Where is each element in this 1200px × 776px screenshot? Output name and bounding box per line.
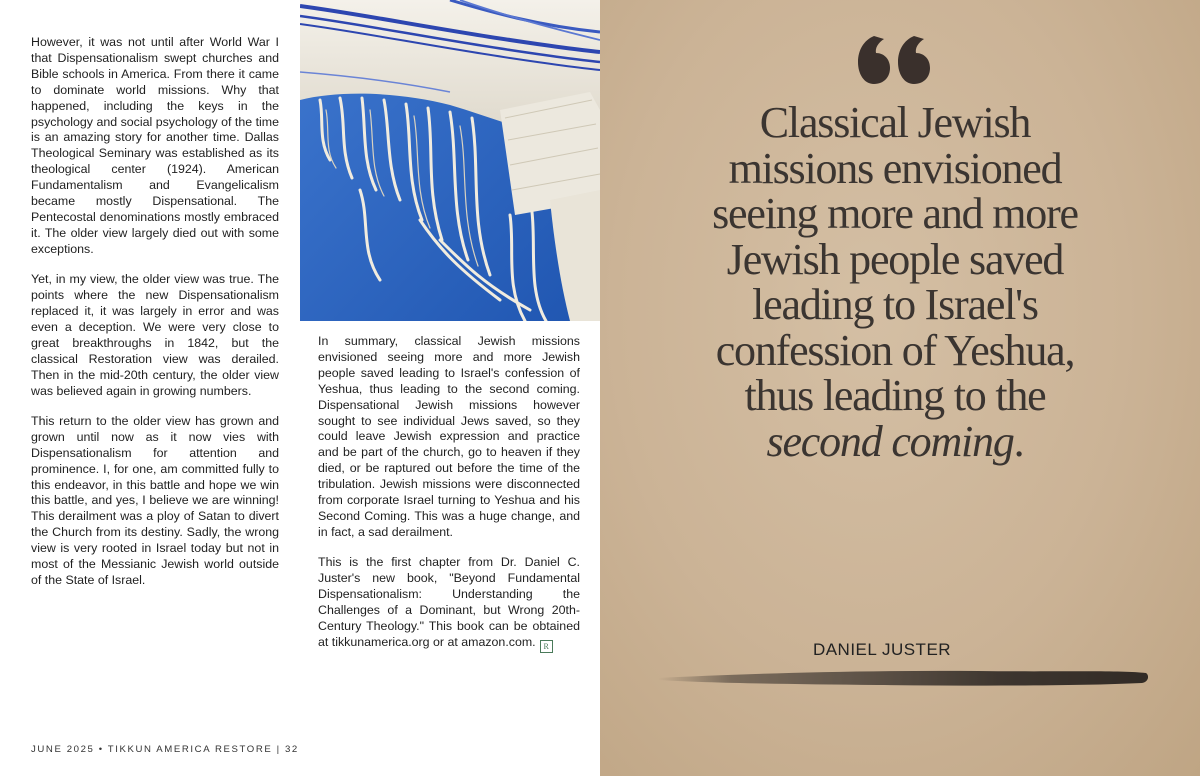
pull-quote-text (710, 100, 1080, 464)
paragraph: This return to the older view has grown and grown until now as it now vies with Dispensationalism for attention and prominence. I, for one, am committed fully to this endeavor, in this battle and hope we win this battle, and yes, I believe we are winning! This derailment was a ploy of Satan to divert the Church from its destiny. Sadly, the wrong view is very rooted in Israel today but not in most of the Messianic Jewish world outside of the State of Israel. (31, 413, 279, 587)
pull-quote-page (600, 0, 1200, 776)
pull-quote-body: Classical Jewish missions envisioned seeing more and more Jewish people saved leading to Israel's confession of Yeshua, thus leading to the (712, 98, 1078, 420)
restore-logo-icon: R (540, 640, 553, 653)
paragraph: This is the first chapter from Dr. Daniel C. Juster's new book, "Beyond Fundamental Dispensationalism: Understanding the Challenges of a Dominant, but Wrong 20th-Century Theology." This book can be obtained at tikkunamerica.org or at amazon.com. (318, 555, 580, 649)
paragraph: Yet, in my view, the older view was true. The points where the new Dispensationalism replaced it, it was largely in error and was even a deception. We were very close to great breakthroughs in 1842, but the classical Restoration view was derailed. Then in the mid-20th century, the older view was believed again in growing numbers. (31, 272, 279, 398)
brush-stroke-underline (658, 664, 1148, 690)
paragraph: In summary, classical Jewish missions envisioned seeing more and more Jewish people saved leading to Israel's confession of Yeshua, thus leading to the second coming. Dispensational Jewish missions however sought to see individual Jews saved, so they could leave Jewish expression and practice and be part of the church, go to heaven if they died, or be raptured out before the time of the tribulation. Jewish missions were disconnected from corporate Israel turning to Yeshua and his Second Coming. This was a huge change, and in fact, a sad derailment. (318, 334, 580, 539)
paragraph: However, it was not until after World War I that Dispensationalism swept churches and Bible schools in America. From there it came to dominate world missions. Why that happened, including the keys in the psychology and social psychology of the time is an amazing story for another time. Dallas Theological Seminary was established as its theological center (1924). American Fundamentalism and Evangelicalism became mostly Dispensational. The Pentecostal denominations mostly embraced it. The older view largely died out with some exceptions. (31, 35, 279, 256)
text-column-2 (318, 334, 580, 667)
quote-author: DANIEL JUSTER (812, 640, 952, 659)
quotation-mark-icon (858, 36, 930, 84)
text-column-1 (31, 35, 279, 603)
prayer-shawl-illustration (300, 0, 600, 321)
paragraph-with-endmark (318, 555, 580, 653)
prayer-shawl-image (300, 0, 600, 321)
page-footer: JUNE 2025 • TIKKUN AMERICA RESTORE | 32 (31, 744, 299, 755)
pull-quote-end: . (1013, 416, 1024, 466)
pull-quote-emphasis: second coming (766, 416, 1014, 466)
